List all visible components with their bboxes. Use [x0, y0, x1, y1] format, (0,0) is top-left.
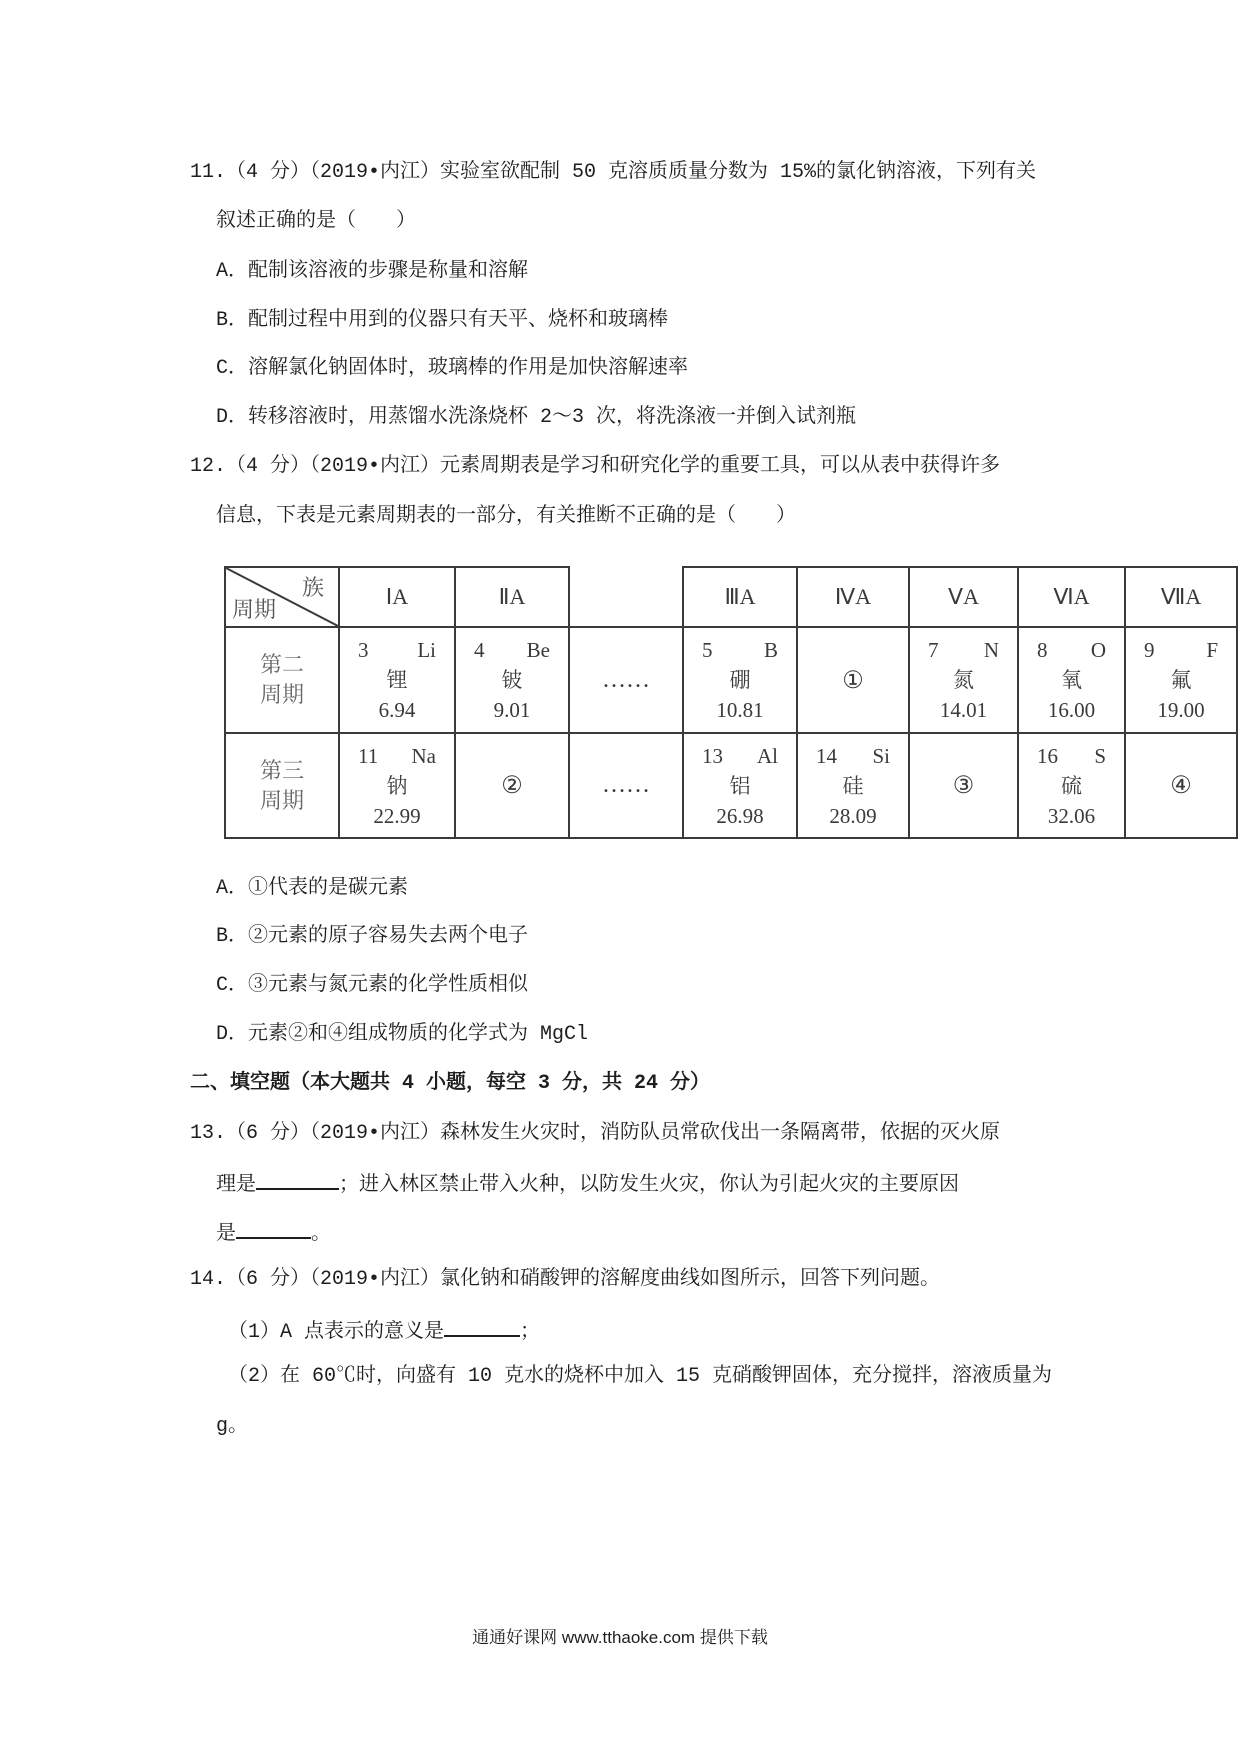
q12-stem-cont: 信息，下表是元素周期表的一部分，有关推断不正确的是（ ） [216, 505, 796, 528]
q11-option-a: A．配制该溶液的步骤是称量和溶解 [216, 260, 529, 283]
q12-stem: 12.（4 分）（2019•内江）元素周期表是学习和研究化学的重要工具，可以从表中获得许多 [190, 455, 1001, 478]
atomic-mass: 14.01 [939, 698, 988, 722]
atomic-mass: 6.94 [378, 698, 416, 722]
atomic-number: 5 [702, 638, 713, 662]
q12-option-a: A．①代表的是碳元素 [216, 877, 409, 900]
unknown-element-marker-1: ① [797, 627, 909, 733]
atomic-number: 7 [928, 638, 939, 662]
ellipsis-cell: …… [569, 733, 683, 838]
q13-text: 理是 [216, 1174, 256, 1197]
unknown-element-marker-4: ④ [1125, 733, 1237, 838]
element-name: 钠 [386, 773, 408, 798]
q13-text: 是 [216, 1223, 236, 1246]
atomic-number: 4 [474, 638, 485, 662]
element-name: 硼 [729, 668, 751, 692]
q12-option-d: D．元素②和④组成物质的化学式为 MgCl [216, 1023, 589, 1046]
section-title: 二、填空题（本大题共 4 小题，每空 3 分，共 24 分） [190, 1072, 711, 1095]
element-cell-li [339, 627, 455, 733]
q14-stem: 14.（6 分）（2019•内江）氯化钠和硝酸钾的溶解度曲线如图所示，回答下列问题。 [190, 1268, 941, 1291]
element-symbol: O [1090, 638, 1106, 662]
period-label-line: 周期 [259, 787, 304, 813]
element-symbol: Li [417, 638, 436, 662]
element-name: 氧 [1061, 668, 1082, 692]
element-name: 铍 [501, 668, 523, 692]
element-cell-o [1018, 627, 1125, 733]
element-symbol: S [1094, 743, 1106, 768]
period-label-3 [225, 733, 339, 838]
atomic-mass: 10.81 [716, 698, 764, 722]
group-header-4a: ⅣA [797, 567, 909, 627]
q11-option-d: D．转移溶液时，用蒸馏水洗涤烧杯 2～3 次，将洗涤液一并倒入试剂瓶 [216, 406, 857, 429]
element-cell-f [1125, 627, 1237, 733]
group-header-1a: ⅠA [339, 567, 455, 627]
q14-subquestion-2-cont: g。 [216, 1415, 249, 1438]
element-name: 硫 [1061, 773, 1082, 798]
q11-stem-cont: 叙述正确的是（ ） [216, 210, 416, 233]
group-header-3a: ⅢA [683, 567, 797, 627]
element-cell-b [683, 627, 797, 733]
atomic-number: 13 [702, 743, 723, 768]
q14-subquestion-1 [228, 1317, 540, 1345]
element-cell-s [1018, 733, 1125, 838]
atomic-mass: 32.06 [1047, 803, 1096, 828]
q14-text: ； [520, 1321, 541, 1344]
group-header-2a: ⅡA [455, 567, 569, 627]
q13-text: 。 [311, 1223, 331, 1246]
element-symbol: Al [757, 743, 778, 768]
atomic-mass: 26.98 [716, 803, 764, 828]
period-label-2 [225, 627, 339, 733]
group-header-7a: ⅦA [1125, 567, 1237, 627]
q14-subquestion-2: （2）在 60℃时，向盛有 10 克水的烧杯中加入 15 克硝酸钾固体，充分搅拌，溶液质量为 [228, 1365, 1053, 1388]
atomic-number: 14 [816, 743, 837, 768]
q13-stem-line2 [216, 1170, 959, 1198]
atomic-mass: 16.00 [1047, 698, 1096, 722]
element-symbol: F [1206, 638, 1218, 662]
atomic-mass: 28.09 [829, 803, 877, 828]
atomic-number: 8 [1037, 638, 1048, 662]
q12-option-c: C．③元素与氮元素的化学性质相似 [216, 974, 529, 997]
table-corner-header [225, 567, 339, 627]
element-symbol: B [763, 638, 778, 662]
element-symbol: N [983, 638, 999, 662]
answer-blank [444, 1317, 520, 1337]
period-label-line: 第二 [259, 652, 304, 677]
element-cell-be [455, 627, 569, 733]
element-name: 氟 [1170, 668, 1192, 692]
group-header-5a: ⅤA [909, 567, 1018, 627]
element-name: 锂 [386, 668, 408, 692]
period-axis-label: 周期 [232, 597, 277, 622]
unknown-element-marker-2: ② [455, 733, 569, 838]
element-cell-si [797, 733, 909, 838]
answer-blank [236, 1219, 311, 1239]
atomic-mass: 9.01 [493, 698, 531, 722]
element-symbol: Na [411, 743, 436, 768]
element-cell-n [909, 627, 1018, 733]
period-label-line: 第三 [259, 757, 304, 783]
element-cell-al [683, 733, 797, 838]
q14-text: （1）A 点表示的意义是 [228, 1321, 445, 1344]
element-symbol: Si [872, 743, 890, 768]
group-header-6a: ⅥA [1018, 567, 1125, 627]
atomic-mass: 22.99 [373, 803, 421, 828]
element-name: 铝 [729, 773, 751, 798]
element-name: 硅 [842, 773, 864, 798]
q11-stem: 11.（4 分）（2019•内江）实验室欲配制 50 克溶质质量分数为 15%的氯化钠溶液，下列有关 [190, 161, 1037, 184]
q13-text: ；进入林区禁止带入火种，以防发生火灾，你认为引起火灾的主要原因 [339, 1174, 959, 1197]
group-axis-label: 族 [301, 575, 324, 600]
periodic-table-excerpt [224, 566, 1238, 839]
atomic-mass: 19.00 [1157, 698, 1205, 722]
group-header-gap [569, 567, 683, 627]
q11-option-b: B．配制过程中用到的仪器只有天平、烧杯和玻璃棒 [216, 309, 669, 332]
q13-stem: 13.（6 分）（2019•内江）森林发生火灾时，消防队员常砍伐出一条隔离带，依据的灭火原 [190, 1122, 1001, 1145]
page-footer: 通通好课网 www.tthaoke.com 提供下载 [472, 1628, 768, 1647]
element-symbol: Be [526, 638, 550, 662]
atomic-number: 9 [1144, 638, 1155, 662]
atomic-number: 16 [1037, 743, 1058, 768]
q13-stem-line3 [216, 1219, 331, 1247]
element-cell-na [339, 733, 455, 838]
atomic-number: 3 [358, 638, 369, 662]
q11-option-c: C．溶解氯化钠固体时，玻璃棒的作用是加快溶解速率 [216, 357, 689, 380]
answer-blank [256, 1170, 339, 1190]
atomic-number: 11 [358, 743, 379, 768]
ellipsis-cell: …… [569, 627, 683, 733]
period-label-line: 周期 [259, 682, 304, 707]
element-name: 氮 [953, 668, 974, 692]
q12-option-b: B．②元素的原子容易失去两个电子 [216, 925, 529, 948]
unknown-element-marker-3: ③ [909, 733, 1018, 838]
